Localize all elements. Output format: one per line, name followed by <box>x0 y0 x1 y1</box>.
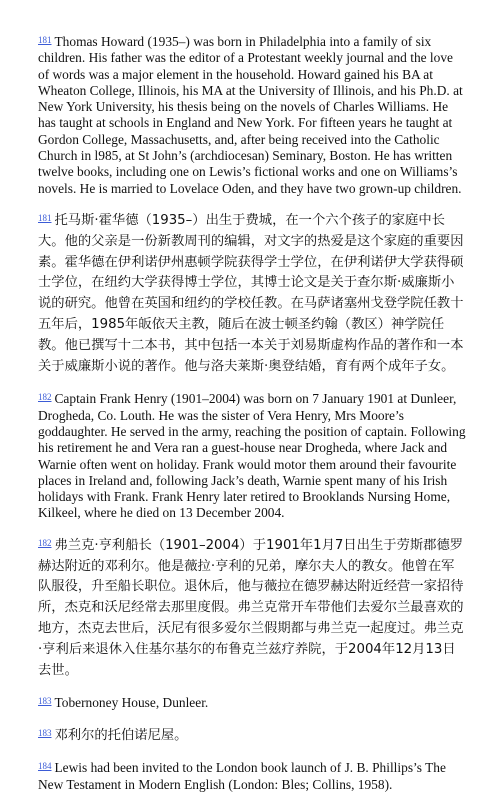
footnote-ref-181[interactable]: 181 <box>38 35 52 45</box>
footnote-ref-181[interactable]: 181 <box>38 212 52 223</box>
footnote-181-zh <box>38 211 466 377</box>
footnote-text: 托马斯·霍华德（1935–）出生于费城，在一个六个孩子的家庭中长大。他的父亲是一份新教周刊的编辑，对文字的热爱是这个家庭的重要因素。霍华德在伊利诺伊州惠顿学院获得学士学位，在伊利诺伊大学获得硕士学位，在纽约大学获得博士学位，其博士论文是关于查尔斯·威廉斯小说的研究。他曾在英国和纽约的学校任教。在马萨诸塞州戈登学院任教十五年后，1985年皈依天主教，随后在波士顿圣约翰（教区）神学院任教。他已撰写十二本书，其中包括一本关于刘易斯虚构作品的著作和一本关于威廉斯小说的著作。他与洛夫莱斯·奥登结婚，育有两个成年子女。 <box>38 212 464 374</box>
footnote-ref-182[interactable]: 182 <box>38 537 52 548</box>
footnote-182-zh <box>38 536 466 682</box>
footnote-ref-183[interactable]: 183 <box>38 727 52 738</box>
footnote-ref-182[interactable]: 182 <box>38 392 52 403</box>
footnote-ref-184[interactable]: 184 <box>38 761 52 772</box>
footnote-182-en <box>38 391 466 521</box>
footnote-text: Lewis had been invited to the London book launch of J. B. Phillips’s The New Testament in Modern English (London: Bles; Collins, 1958). <box>38 760 446 792</box>
footnote-181-en <box>38 34 466 197</box>
footnote-183-en <box>38 695 466 711</box>
footnote-text: Tobernoney House, Dunleer. <box>54 695 209 711</box>
footnotes-page <box>38 34 466 807</box>
footnote-ref-183[interactable]: 183 <box>38 696 52 707</box>
footnote-text: 弗兰克·亨利船长（1901–2004）于1901年1月7日出生于劳斯郡德罗赫达附近的邓利尔。他是薇拉·亨利的兄弟，摩尔夫人的教女。他曾在军队服役，升至船长职位。退休后，他与薇拉在德罗赫达附近经营一家招待所，杰克和沃尼经常去那里度假。弗兰克常开车带他们去爱尔兰最喜欢的地方，杰克去世后，沃尼有很多爱尔兰假期都与弗兰克一起度过。弗兰克·亨利后来退休入住基尔基尔的布鲁克兰兹疗养院，于2004年12月13日去世。 <box>38 537 464 678</box>
footnote-text: Captain Frank Henry (1901–2004) was born on 7 January 1901 at Dunleer, Drogheda, Co. Louth. He was the sister of Vera Henry, Mrs Moore’s goddaughter. He served in the army, reaching the position of captain. Following his retirement he and Vera ran a guest-house near Drogheda, where Jack and Warnie often went on holiday. Frank would motor them around their favourite places in Ireland and, following Jack’s death, Warnie spent many of his Irish holidays with Frank. Frank Henry later retired to Brooklands Nursing Home, Kilkeel, where he died on 13 December 2004. <box>38 391 466 521</box>
footnote-184-en <box>38 760 466 793</box>
footnote-183-zh <box>38 726 466 747</box>
footnote-text: Thomas Howard (1935–) was born in Philadelphia into a family of six children. His father was the editor of a Protestant weekly journal and the love of words was a major element in the household. Howard gained his BA at Wheaton College, Illinois, his MA at the University of Illinois, and his Ph.D. at New York University, his thesis being on the novels of Charles Williams. He has taught at schools in England and New York. For fifteen years he taught at Gordon College, Massachusetts, and, after being received into the Catholic Church in l985, at St John’s (archdiocesan) Seminary, Boston. He has written twelve books, including one on Lewis’s fictional works and one on Williams’s novels. He is married to Lovelace Oden, and they have two grown-up children. <box>38 34 463 196</box>
footnote-text: 邓利尔的托伯诺尼屋。 <box>54 727 188 743</box>
